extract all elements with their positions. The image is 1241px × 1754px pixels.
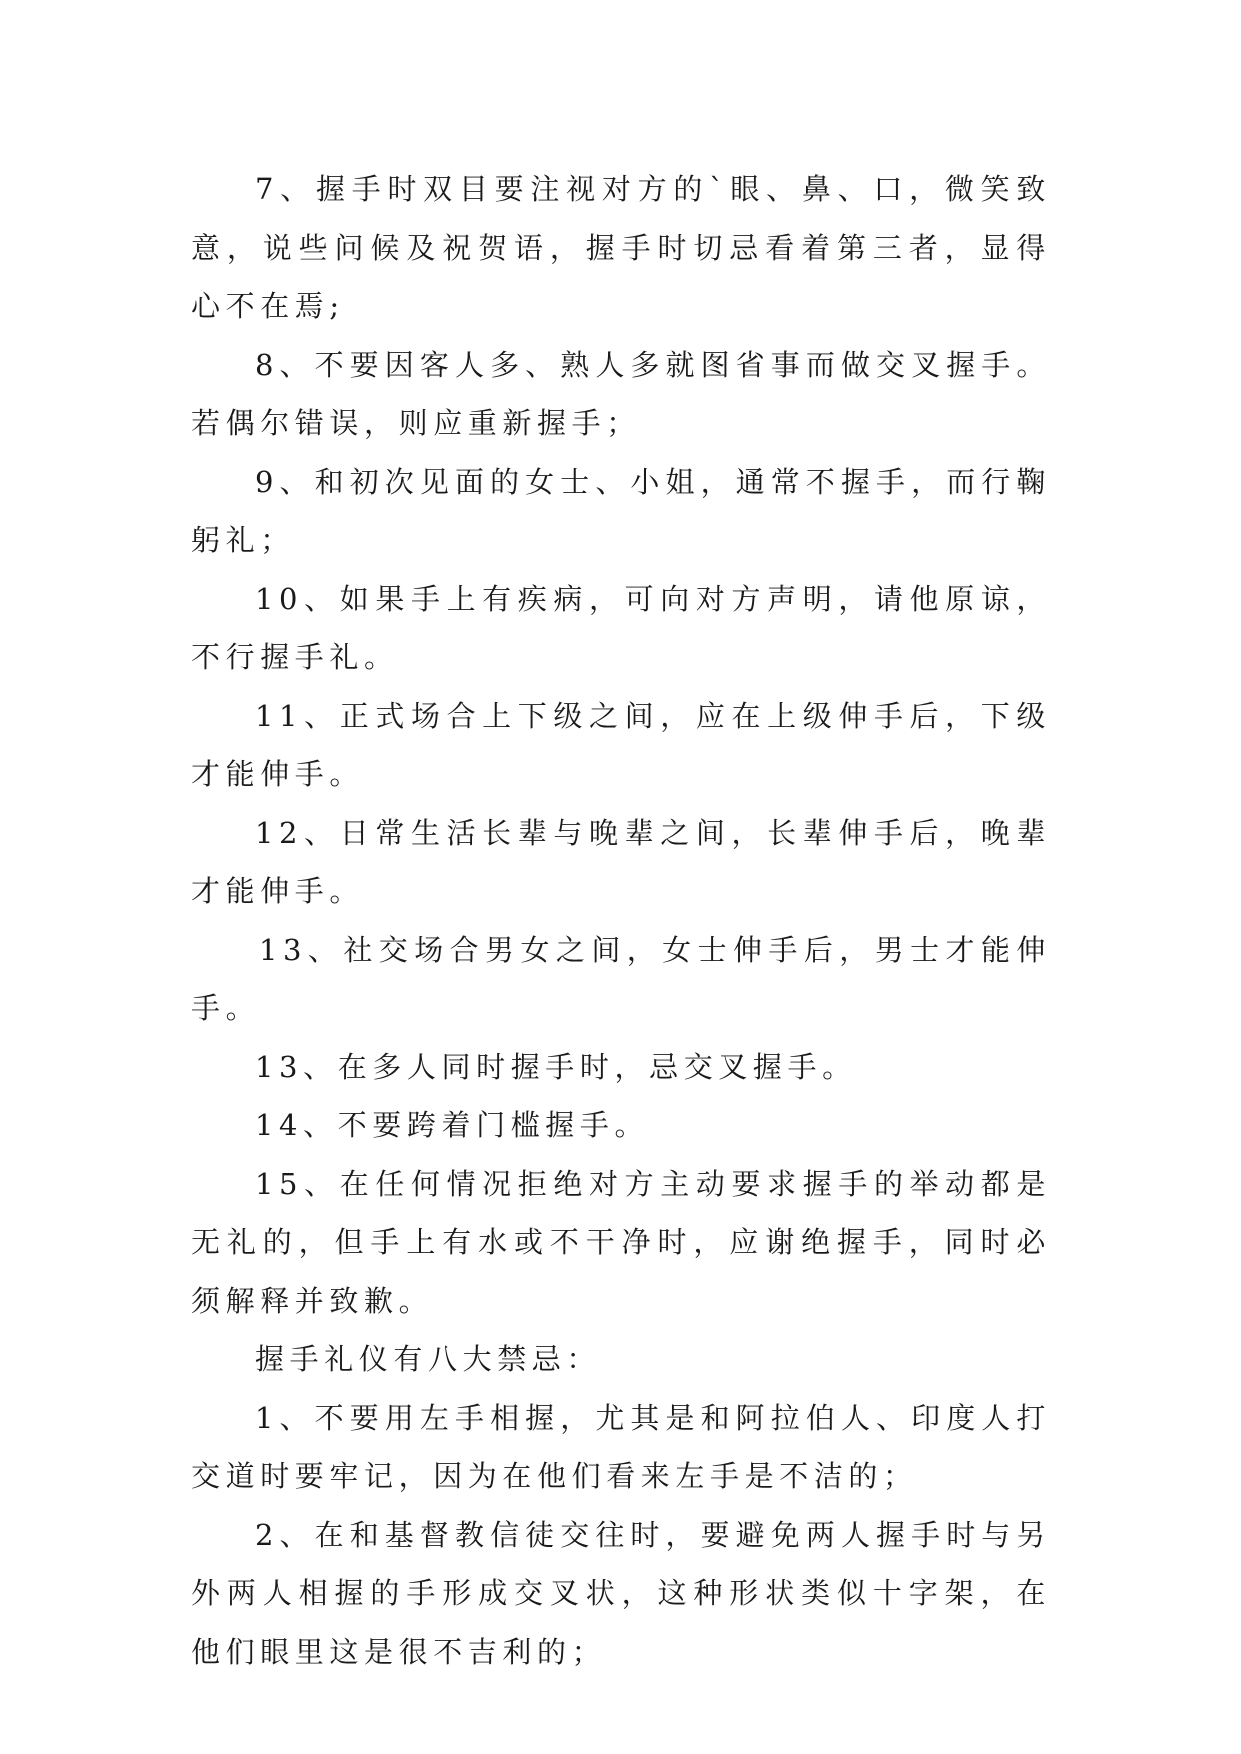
paragraph-rule-11: 11、正式场合上下级之间，应在上级伸手后，下级才能伸手。	[191, 698, 1051, 791]
paragraph-taboo-1: 1、不要用左手相握，尤其是和阿拉伯人、印度人打交道时要牢记，因为在他们看来左手是不洁的；	[191, 1400, 1051, 1493]
document-body	[191, 160, 1051, 1681]
paragraph-rule-13-social: 13、社交场合男女之间，女士伸手后，男士才能伸手。	[191, 932, 1051, 1025]
paragraph-rule-15: 15、在任何情况拒绝对方主动要求握手的举动都是无礼的，但手上有水或不干净时，应谢绝握手，同时必须解释并致歉。	[191, 1166, 1051, 1318]
paragraph-rule-12: 12、日常生活长辈与晚辈之间，长辈伸手后，晚辈才能伸手。	[191, 815, 1051, 908]
paragraph-rule-9: 9、和初次见面的女士、小姐，通常不握手，而行鞠躬礼；	[191, 464, 1051, 557]
paragraph-rule-10: 10、如果手上有疾病，可向对方声明，请他原谅，不行握手礼。	[191, 581, 1051, 674]
paragraph-rule-13-multi: 13、在多人同时握手时，忌交叉握手。	[255, 1049, 857, 1084]
paragraph-taboos-heading: 握手礼仪有八大禁忌：	[255, 1342, 602, 1376]
paragraph-taboo-2: 2、在和基督教信徒交往时，要避免两人握手时与另外两人相握的手形成交叉状，这种形状类似十字架，在他们眼里这是很不吉利的；	[191, 1517, 1051, 1669]
paragraph-rule-14: 14、不要跨着门槛握手。	[255, 1108, 650, 1142]
paragraph-rule-7: 7、握手时双目要注视对方的`眼、鼻、口，微笑致意，说些问候及祝贺语，握手时切忌看着第三者，显得心不在焉;	[191, 172, 1051, 323]
paragraph-rule-8: 8、不要因客人多、熟人多就图省事而做交叉握手。若偶尔错误，则应重新握手；	[191, 347, 1051, 440]
